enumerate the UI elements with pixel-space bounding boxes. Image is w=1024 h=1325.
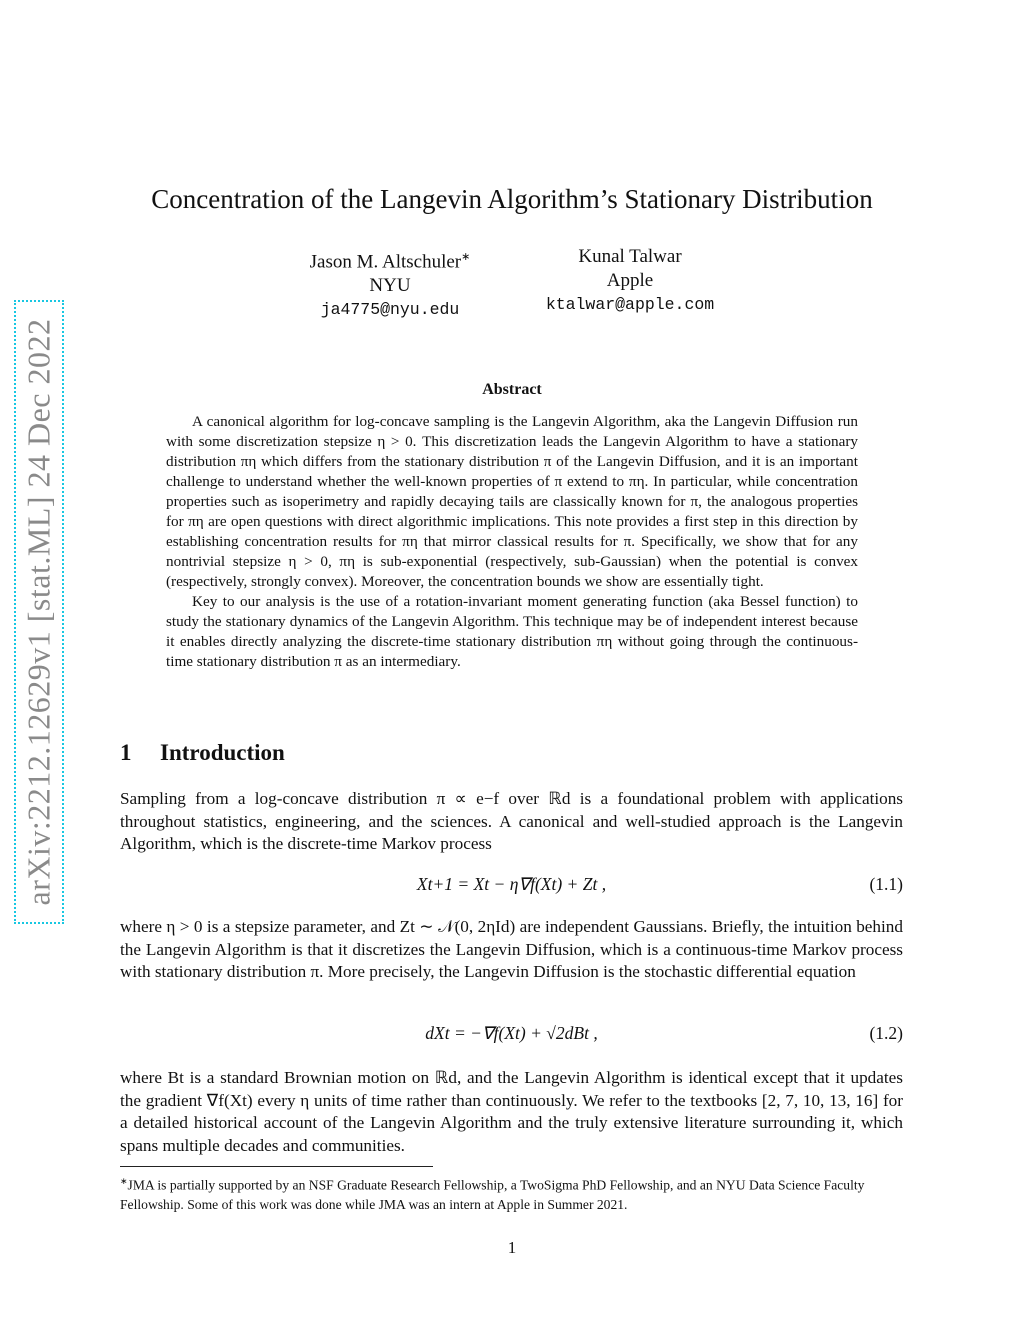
author-2 bbox=[520, 245, 740, 317]
equation-1-2 bbox=[120, 1023, 903, 1047]
equation-1-2-expression: dXt = −∇f(Xt) + √2dBt , bbox=[425, 1023, 598, 1043]
author-1 bbox=[280, 245, 500, 322]
footnote-text: JMA is partially supported by an NSF Graduate Research Fellowship, a TwoSigma PhD Fellowship, and an NYU Data Science Faculty Fellowship. Some of this work was done while JMA was an intern at Apple in Summer 2021. bbox=[120, 1177, 865, 1212]
author-2-name: Kunal Talwar bbox=[578, 246, 682, 267]
footnote bbox=[120, 1172, 903, 1214]
abstract-paragraph-2: Key to our analysis is the use of a rotation-invariant moment generating function (aka Bessel function) to study the stationary dynamics of the Langevin Algorithm. This technique may be of independent interest because it enables directly analyzing the discrete-time stationary distribution πη without going through the continuous-time stationary distribution π as an intermediary. bbox=[166, 593, 858, 670]
paper-title: Concentration of the Langevin Algorithm’s Stationary Distribution bbox=[151, 184, 873, 214]
footnote-divider bbox=[120, 1166, 433, 1167]
page-number: 1 bbox=[507, 1238, 517, 1257]
intro-paragraph-2: where η > 0 is a stepsize parameter, and Zt ∼ 𝒩(0, 2ηId) are independent Gaussians. Briefly, the intuition behind the Langevin Algorithm is that it discretizes the Langevin Diffusion, which is a continuous-time Markov process with stationary distribution π. More precisely, the Langevin Diffusion is the stochastic differential equation bbox=[120, 917, 903, 981]
equation-1-2-tag: (1.2) bbox=[869, 1023, 903, 1043]
intro-paragraph-1: Sampling from a log-concave distribution π ∝ e−f over ℝd is a foundational problem with applications throughout statistics, engineering, and the sciences. A canonical and well-studied approach is the Langevin Algorithm, which is the discrete-time Markov process bbox=[120, 789, 903, 853]
author-1-affiliation: NYU bbox=[369, 275, 411, 297]
author-2-email: ktalwar@apple.com bbox=[545, 295, 715, 314]
section-number: 1 bbox=[120, 740, 132, 765]
intro-paragraph-3: where Bt is a standard Brownian motion on ℝd, and the Langevin Algorithm is identical except that it updates the gradient ∇f(Xt) every η units of time rather than continuously. We refer to the textbooks [2, 7, 10, 13, 16] for a detailed historical account of the Langevin Algorithm and the truly extensive literature surrounding it, which spans multiple decades and communities. bbox=[120, 1068, 903, 1155]
arxiv-stamp-text: arXiv:2212.12629v1 [stat.ML] 24 Dec 2022 bbox=[20, 318, 57, 906]
section-title: Introduction bbox=[160, 740, 285, 765]
equation-1-1 bbox=[120, 874, 903, 898]
abstract-paragraph-1: A canonical algorithm for log-concave sampling is the Langevin Algorithm, aka the Langevin Diffusion run with some discretization stepsize η > 0. This discretization leads the Langevin Algorithm to have a stationary distribution πη which differs from the stationary distribution π of the Langevin Diffusion, and it is an important challenge to understand whether the well-known properties of π extend to πη. In particular, while concentration properties such as isoperimetry and rapidly decaying tails are classically known for π, the analogous properties for πη are open questions with direct algorithmic implications. This note provides a first step in this direction by establishing concentration results for πη that mirror classical results for π. Specifically, we show that for any nontrivial stepsize η > 0, πη is sub-exponential (respectively, sub-Gaussian) when the potential is convex (respectively, strongly convex). Moreover, the concentration bounds we show are essentially tight. bbox=[166, 413, 858, 590]
abstract-body bbox=[166, 412, 858, 672]
author-1-email: ja4775@nyu.edu bbox=[320, 300, 460, 320]
abstract-heading: Abstract bbox=[482, 381, 542, 398]
equation-1-1-tag: (1.1) bbox=[869, 874, 903, 894]
footnote-mark: ∗ bbox=[120, 1176, 128, 1186]
author-1-footnote-mark: ∗ bbox=[461, 251, 471, 263]
equation-1-1-expression: Xt+1 = Xt − η∇f(Xt) + Zt , bbox=[416, 874, 607, 894]
author-1-name: Jason M. Altschuler bbox=[309, 251, 462, 273]
section-heading bbox=[120, 740, 285, 766]
author-2-affiliation: Apple bbox=[606, 270, 654, 291]
